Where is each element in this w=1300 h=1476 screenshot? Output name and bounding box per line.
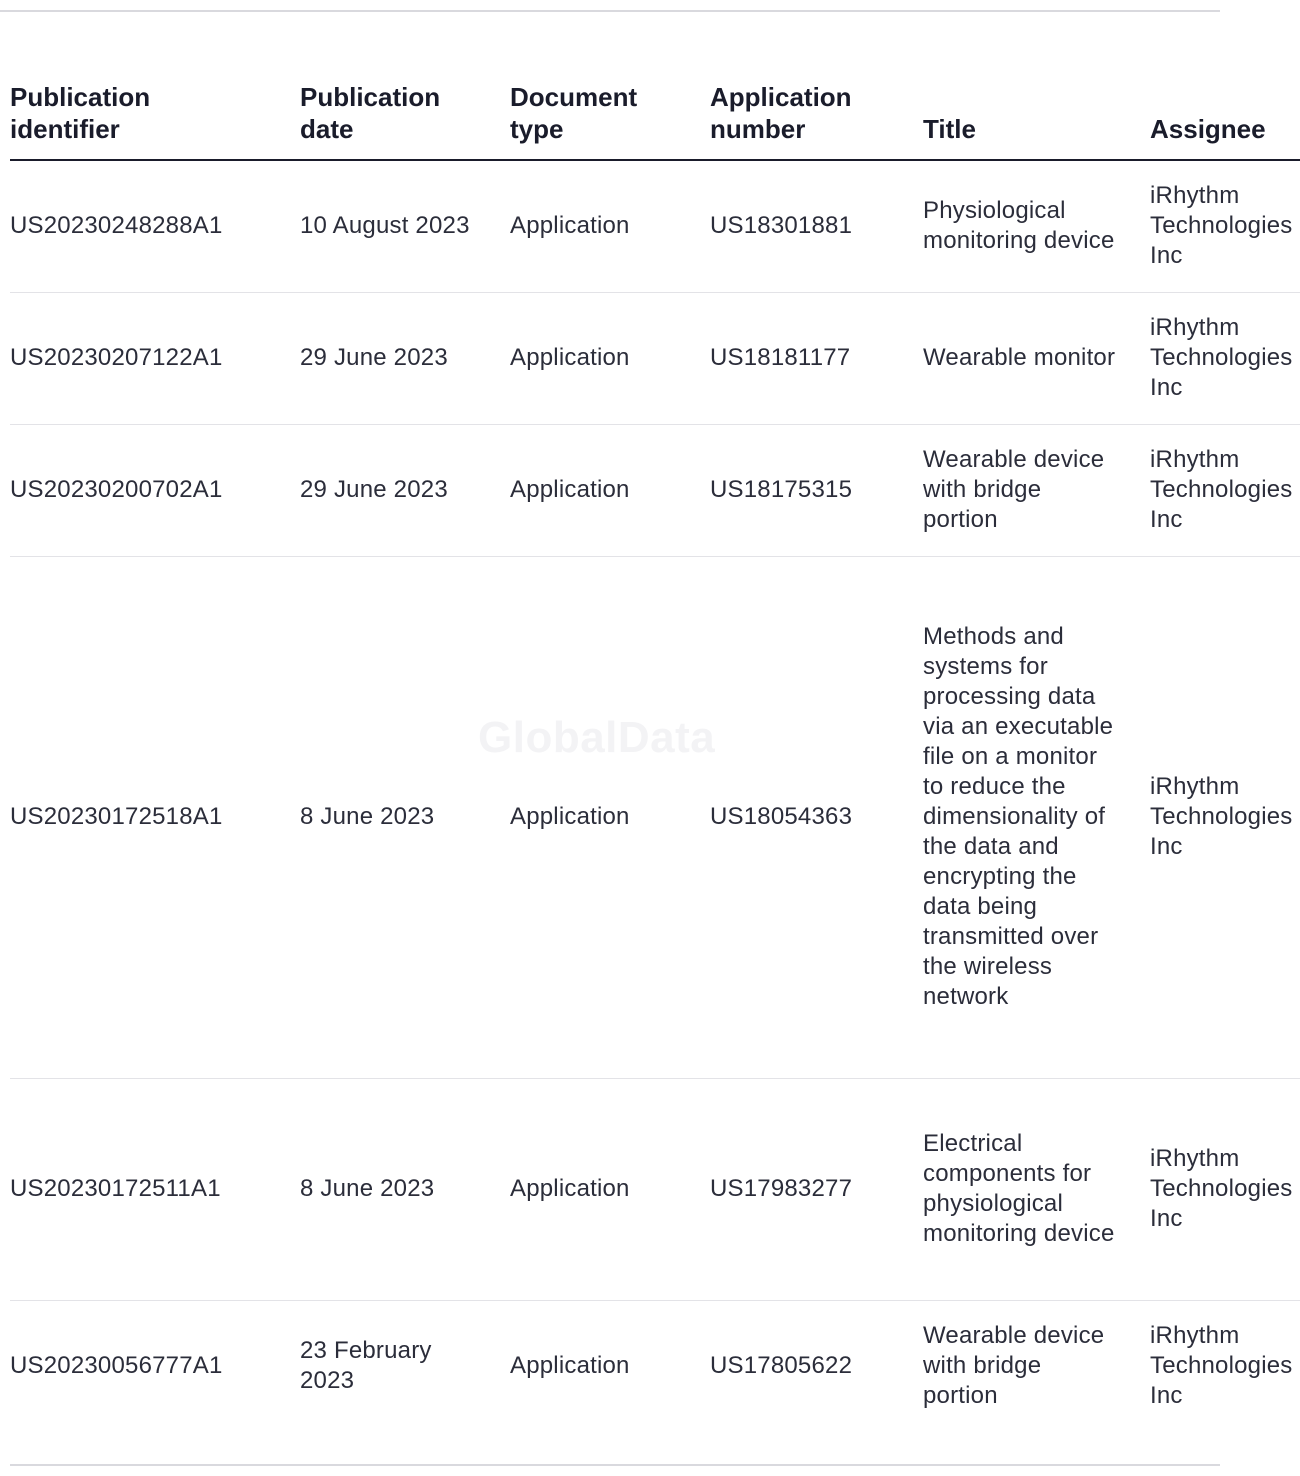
cell-assignee: iRhythm Technologies Inc bbox=[1150, 556, 1300, 1078]
cell-application-number: US17983277 bbox=[710, 1078, 923, 1300]
cell-publication-identifier: US20230172511A1 bbox=[10, 1078, 300, 1300]
cell-publication-identifier: US20230207122A1 bbox=[10, 292, 300, 424]
cell-document-type: Application bbox=[510, 160, 710, 292]
cell-title: Wearable monitor bbox=[923, 292, 1150, 424]
patents-table bbox=[10, 77, 1300, 1432]
cell-title: Physiological monitoring device bbox=[923, 160, 1150, 292]
cell-document-type: Application bbox=[510, 424, 710, 556]
table-row bbox=[10, 160, 1300, 292]
cell-publication-identifier: US20230172518A1 bbox=[10, 556, 300, 1078]
header-publication-date[interactable]: Publication date bbox=[300, 77, 510, 160]
cell-document-type: Application bbox=[510, 292, 710, 424]
header-application-number[interactable]: Application number bbox=[710, 77, 923, 160]
cell-assignee: iRhythm Technologies Inc bbox=[1150, 1322, 1293, 1410]
table-row bbox=[10, 1300, 1300, 1432]
cell-assignee: iRhythm Technologies Inc bbox=[1150, 424, 1300, 556]
cell-assignee: iRhythm Technologies Inc bbox=[1150, 1078, 1300, 1300]
cell-publication-identifier: US20230200702A1 bbox=[10, 424, 300, 556]
header-publication-identifier[interactable]: Publication identifier bbox=[10, 77, 300, 160]
cell-title: Methods and systems for processing data via an executable file on a monitor to reduce the dimensionality of the data and encrypting the data being transmitted over the wireless network bbox=[923, 556, 1150, 1078]
header-title[interactable]: Title bbox=[923, 77, 1150, 160]
table-row bbox=[10, 424, 1300, 556]
cell-title: Wearable device with bridge portion bbox=[923, 424, 1150, 556]
cell-publication-date: 8 June 2023 bbox=[300, 556, 510, 1078]
cell-application-number: US18054363 bbox=[710, 556, 923, 1078]
cell-application-number: US18301881 bbox=[710, 160, 923, 292]
cell-publication-identifier: US20230056777A1 bbox=[10, 1352, 223, 1380]
cell-document-type: Application bbox=[510, 1078, 710, 1300]
watermark: GlobalData bbox=[478, 713, 716, 762]
header-assignee[interactable]: Assignee bbox=[1150, 77, 1300, 160]
cell-publication-date: 8 June 2023 bbox=[300, 1078, 510, 1300]
cell-application-number: US18175315 bbox=[710, 424, 923, 556]
table-row bbox=[10, 292, 1300, 424]
cell-title: Wearable device with bridge portion bbox=[923, 1322, 1105, 1410]
table-header-row bbox=[10, 77, 1300, 160]
bottom-divider bbox=[10, 1464, 1220, 1466]
cell-application-number: US18181177 bbox=[710, 292, 923, 424]
cell-publication-date: 29 June 2023 bbox=[300, 424, 510, 556]
cell-document-type: Application bbox=[510, 556, 710, 1078]
table-row bbox=[10, 556, 1300, 1078]
cell-application-number: US17805622 bbox=[710, 1352, 853, 1380]
cell-publication-identifier: US20230248288A1 bbox=[10, 160, 300, 292]
cell-publication-date: 29 June 2023 bbox=[300, 292, 510, 424]
header-document-type[interactable]: Document type bbox=[510, 77, 710, 160]
patents-table-container[interactable] bbox=[10, 0, 1293, 1476]
cell-title: Electrical components for physiological monitoring device bbox=[923, 1078, 1150, 1300]
cell-publication-date: 23 February 2023 bbox=[300, 1337, 432, 1395]
table-row bbox=[10, 1078, 1300, 1300]
cell-assignee: iRhythm Technologies Inc bbox=[1150, 160, 1300, 292]
cell-publication-date: 10 August 2023 bbox=[300, 160, 510, 292]
cell-assignee: iRhythm Technologies Inc bbox=[1150, 292, 1300, 424]
cell-document-type: Application bbox=[510, 1352, 630, 1380]
